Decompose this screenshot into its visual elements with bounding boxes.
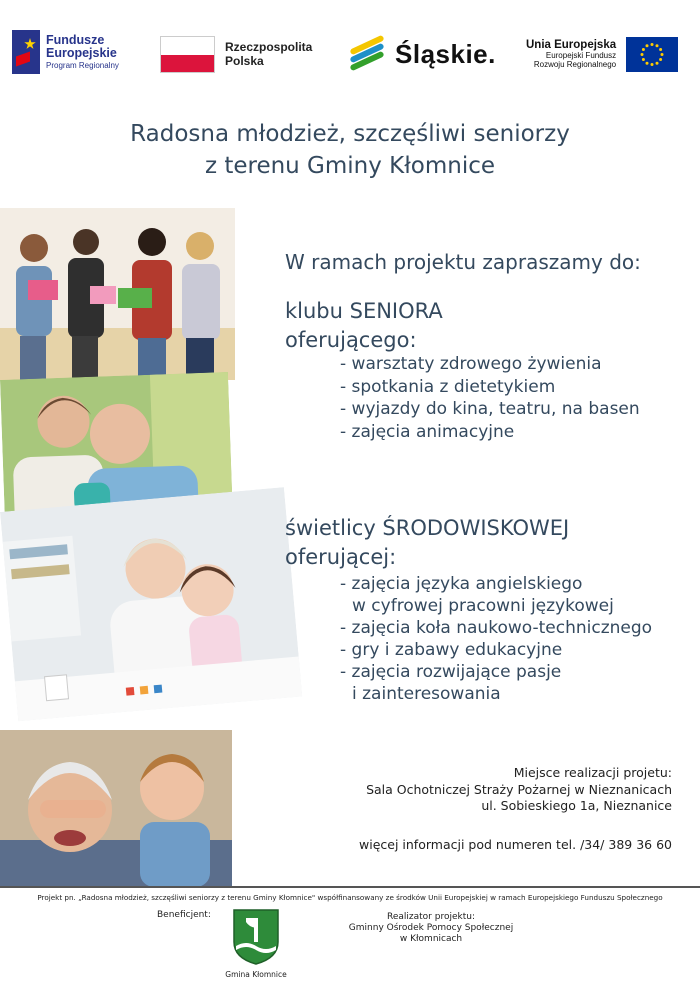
ue-line3: Rozwoju Regionalnego [533, 59, 617, 69]
fundusze-europejskie-logo [12, 30, 119, 74]
slaskie-logo [347, 36, 496, 72]
venue-info [366, 765, 672, 815]
klub-seniora-heading [285, 297, 443, 355]
contact-phone-info: więcej informacji pod numeren tel. /34/ 389 36 60 [359, 837, 672, 852]
ue-line2: Europejski Fundusz [545, 50, 617, 60]
fe-line1: Fundusze [46, 32, 105, 47]
title-line1: Radosna młodzież, szczęśliwi seniorzy [130, 121, 570, 147]
footer-project-note: Projekt pn. „Radosna młodzież, szczęśliwi seniorzy z terenu Gminy Kłomnice" współfinansowany ze środków Unii Europejskiej w ramach Europejskiego Funduszu Społecznego [37, 893, 663, 902]
venue-line1: Sala Ochotniczej Straży Pożarnej w Nieznanicach [366, 781, 672, 797]
fe-line2: Europejskie [46, 45, 117, 60]
realizator-line1: Gminny Ośrodek Pomocy Społecznej [348, 923, 514, 933]
gmina-crest-icon [232, 908, 280, 966]
photo-grandfather-boy [0, 730, 232, 887]
klub-activities-list [340, 353, 640, 443]
swietlica-activities-list [340, 573, 652, 705]
realizator-line2: w Kłomnicach [399, 934, 463, 944]
gmina-name: Gmina Kłomnice [225, 970, 287, 979]
realizator-info [338, 912, 524, 945]
fe-line3: Program Regionalny [46, 60, 119, 70]
klub-heading-line1: klubu SENIORA [285, 299, 443, 323]
rp-line2: Polska [225, 53, 264, 68]
eu-flag-icon [626, 37, 678, 72]
title-line2: z terenu Gminy Kłomnice [204, 153, 496, 179]
list-item: - zajęcia rozwijające pasje [340, 662, 562, 682]
unia-europejska-logo [526, 37, 678, 72]
fe-mark-icon [12, 30, 40, 74]
polish-flag-icon [160, 36, 215, 73]
beneficjent-label: Beneficjent: [157, 910, 211, 920]
page-title [0, 118, 700, 182]
list-item: - zajęcia języka angielskiego [340, 574, 583, 594]
ue-line1: Unia Europejska [526, 39, 617, 52]
rzeczpospolita-logo [160, 36, 312, 73]
list-item: - warsztaty zdrowego żywienia [340, 354, 602, 374]
photo-teenagers-reading [0, 208, 235, 380]
swietlica-heading-line2: oferującej: [285, 545, 397, 569]
realizator-label: Realizator projektu: [387, 912, 475, 922]
list-item: i zainteresowania [352, 684, 501, 704]
klub-heading-line2: oferującego: [285, 328, 417, 352]
list-item: - spotkania z dietetykiem [340, 376, 556, 397]
slaskie-text: Śląskie. [395, 38, 496, 69]
venue-line2: ul. Sobieskiego 1a, Nieznanice [481, 798, 672, 813]
list-item: w cyfrowej pracowni językowej [352, 596, 614, 616]
list-item: - wyjazdy do kina, teatru, na basen [340, 399, 640, 419]
list-item: - gry i zabawy edukacyjne [340, 640, 563, 660]
invite-text: W ramach projektu zapraszamy do: [285, 250, 641, 274]
photo-grandmother-child [0, 487, 302, 721]
swietlica-heading-line1: świetlicy ŚRODOWISKOWEJ [285, 516, 570, 540]
footer-divider [0, 886, 700, 888]
rp-line1: Rzeczpospolita [225, 40, 313, 55]
venue-label: Miejsce realizacji projetu: [513, 765, 672, 780]
list-item: - zajęcia animacyjne [340, 421, 515, 442]
slaskie-mark-icon [347, 36, 387, 72]
swietlica-heading [285, 514, 569, 572]
list-item: - zajęcia koła naukowo-technicznego [340, 618, 653, 638]
